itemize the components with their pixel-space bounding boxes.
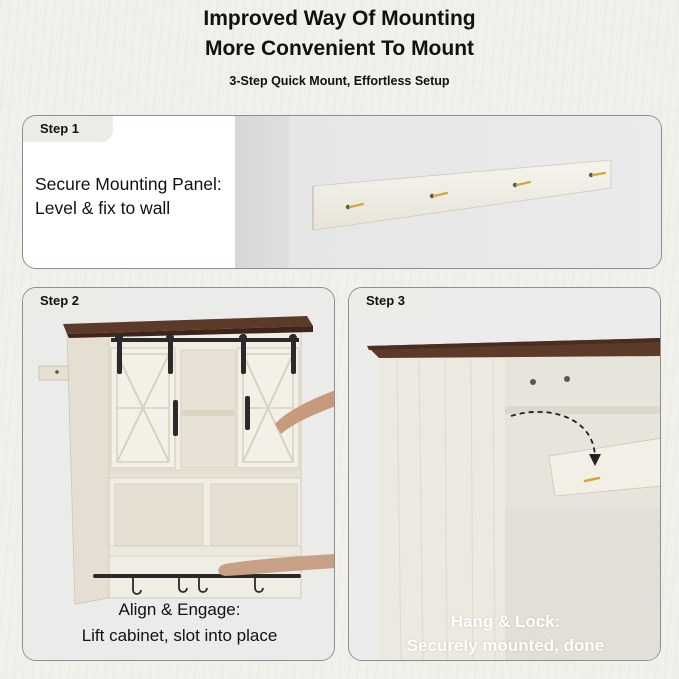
step-2-caption-line-1: Align & Engage: [118, 600, 241, 619]
lower-left-cubby [115, 484, 203, 546]
lower-right-cubby [211, 484, 297, 546]
step-1-caption-line-1: Secure Mounting Panel: [35, 174, 222, 194]
back-screw-left [530, 379, 536, 385]
center-open-shelf [181, 350, 235, 468]
step-3-tab: Step 3 [349, 288, 439, 314]
page-title-line-2: More Convenient To Mount [204, 37, 475, 60]
barn-door-rail [111, 338, 299, 342]
step-2-panel [22, 287, 335, 661]
towel-bar [93, 574, 301, 578]
step-1-tab: Step 1 [23, 116, 113, 142]
step-3-caption-line-1: Hang & Lock: [450, 612, 561, 631]
page-subtitle: 3-Step Quick Mount, Effortless Setup [229, 74, 450, 88]
left-door-handle [173, 400, 178, 436]
back-screw-right [564, 376, 570, 382]
step-2-tab: Step 2 [23, 288, 113, 314]
mounting-panel-illustration [235, 116, 662, 269]
page-title-line-1: Improved Way Of Mounting [203, 7, 476, 30]
step-1-caption-line-2: Level & fix to wall [35, 198, 171, 218]
step-3-panel [348, 287, 661, 661]
wall-rail [39, 366, 71, 380]
step-1-panel [22, 115, 662, 269]
step-1-photo [235, 116, 661, 268]
step-1-caption [35, 172, 222, 220]
step-2-caption-line-2: Lift cabinet, slot into place [81, 626, 278, 645]
cabinet-hang-illustration [349, 288, 661, 661]
mounting-rail [313, 160, 611, 230]
right-door-handle [245, 396, 250, 430]
step-3-caption-line-2: Securely mounted, done [406, 636, 605, 655]
